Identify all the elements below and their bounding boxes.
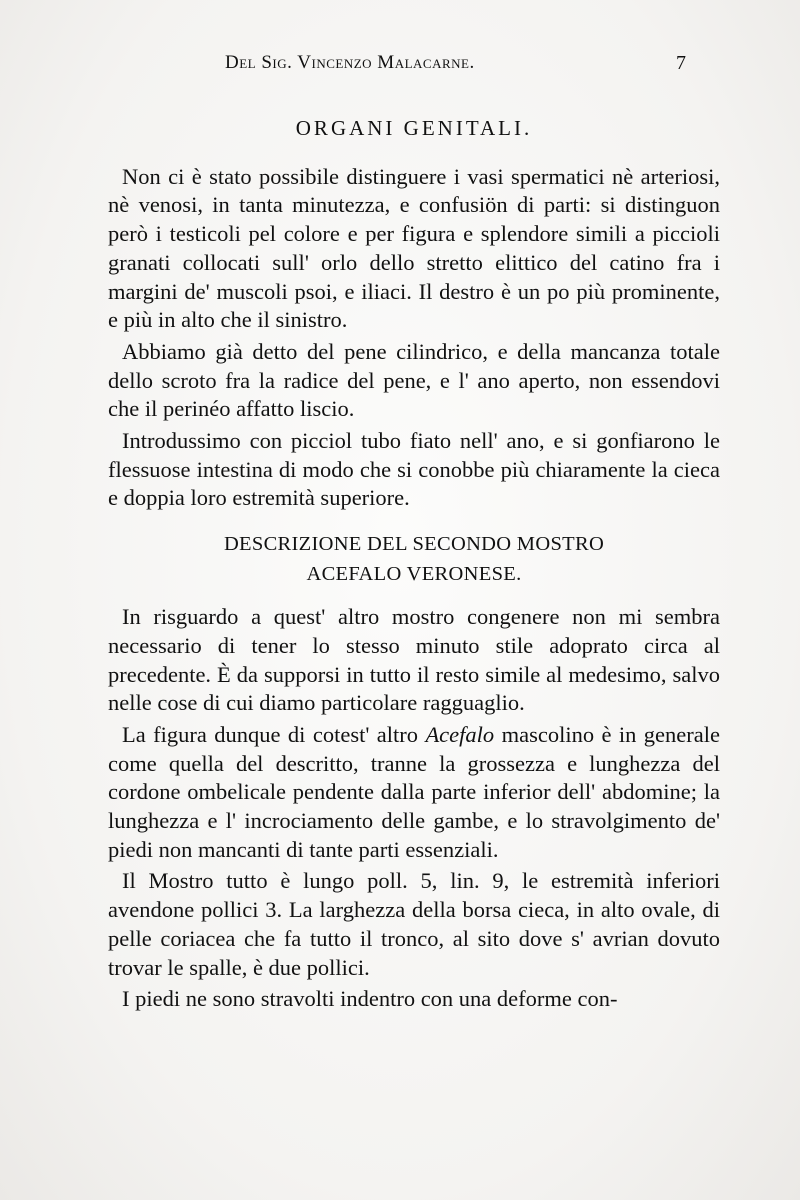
body-text — [108, 110, 720, 1017]
paragraph: Abbiamo già detto del pene cilindrico, e della mancanza totale dello scroto fra la radice del pene, e l' ano aperto, non essendovi che il perinéo affatto liscio. — [108, 338, 720, 422]
section-title-line-1: DESCRIZIONE DEL SECONDO MOSTRO — [223, 533, 605, 556]
italic-term: Acefalo — [425, 721, 495, 747]
paragraph: Introdussimo con picciol tubo fiato nell' ano, e si gonfiarono le flessuose intestina di modo che si conobbe più chiaramente la cieca e doppia loro estremità superiore. — [108, 428, 720, 511]
paragraph-text: La figura dunque di cotest' altro — [122, 721, 426, 747]
paragraph-text: mascolino è in generale come quella del descritto, tranne la grossezza e lunghezza del cordone ombelicale pendente dalla parte inferior dell' abdomine; la lunghezza e l' incrociamento delle gambe, e lo stravolgimento de' piedi non mancanti di tante parti essenziali. — [108, 721, 720, 862]
paragraph: I piedi ne sono stravolti indentro con una deforme con- — [122, 986, 618, 1012]
paragraph: Il Mostro tutto è lungo poll. 5, lin. 9, le estremità inferiori avendone pollici 3. La larghezza della borsa cieca, in alto ovale, di pelle coriacea che fa tutto il tronco, al sito dove s' avrian dovuto trovar le spalle, è due pollici. — [108, 868, 720, 980]
section-heading-organi-genitali: ORGANI GENITALI. — [295, 116, 533, 140]
section-title-descrizione — [108, 529, 720, 589]
running-head: Del Sig. Vincenzo Malacarne. — [225, 52, 475, 73]
paragraph: In risguardo a quest' altro mostro congenere non mi sembra necessario di tener lo stesso minuto stile adoprato circa al precedente. È da supporsi in tutto il resto simile al medesimo, salvo nelle cose di cui diamo particolare ragguaglio. — [108, 604, 720, 716]
section-title-line-2: ACEFALO VERONESE. — [306, 563, 522, 586]
paragraph — [108, 721, 720, 865]
page-number: 7 — [676, 52, 686, 74]
paragraph: Non ci è stato possibile distinguere i vasi spermatici nè arteriosi, nè venosi, in tanta minutezza, e confusiön di parti: si distinguon però i testicoli pel colore e per figura e splendore simili a piccioli granati collocati sull' orlo dello stretto elittico del catino fra i margini de' muscoli psoi, e iliaci. Il destro è un po più prominente, e più in alto che il sinistro. — [108, 163, 720, 333]
